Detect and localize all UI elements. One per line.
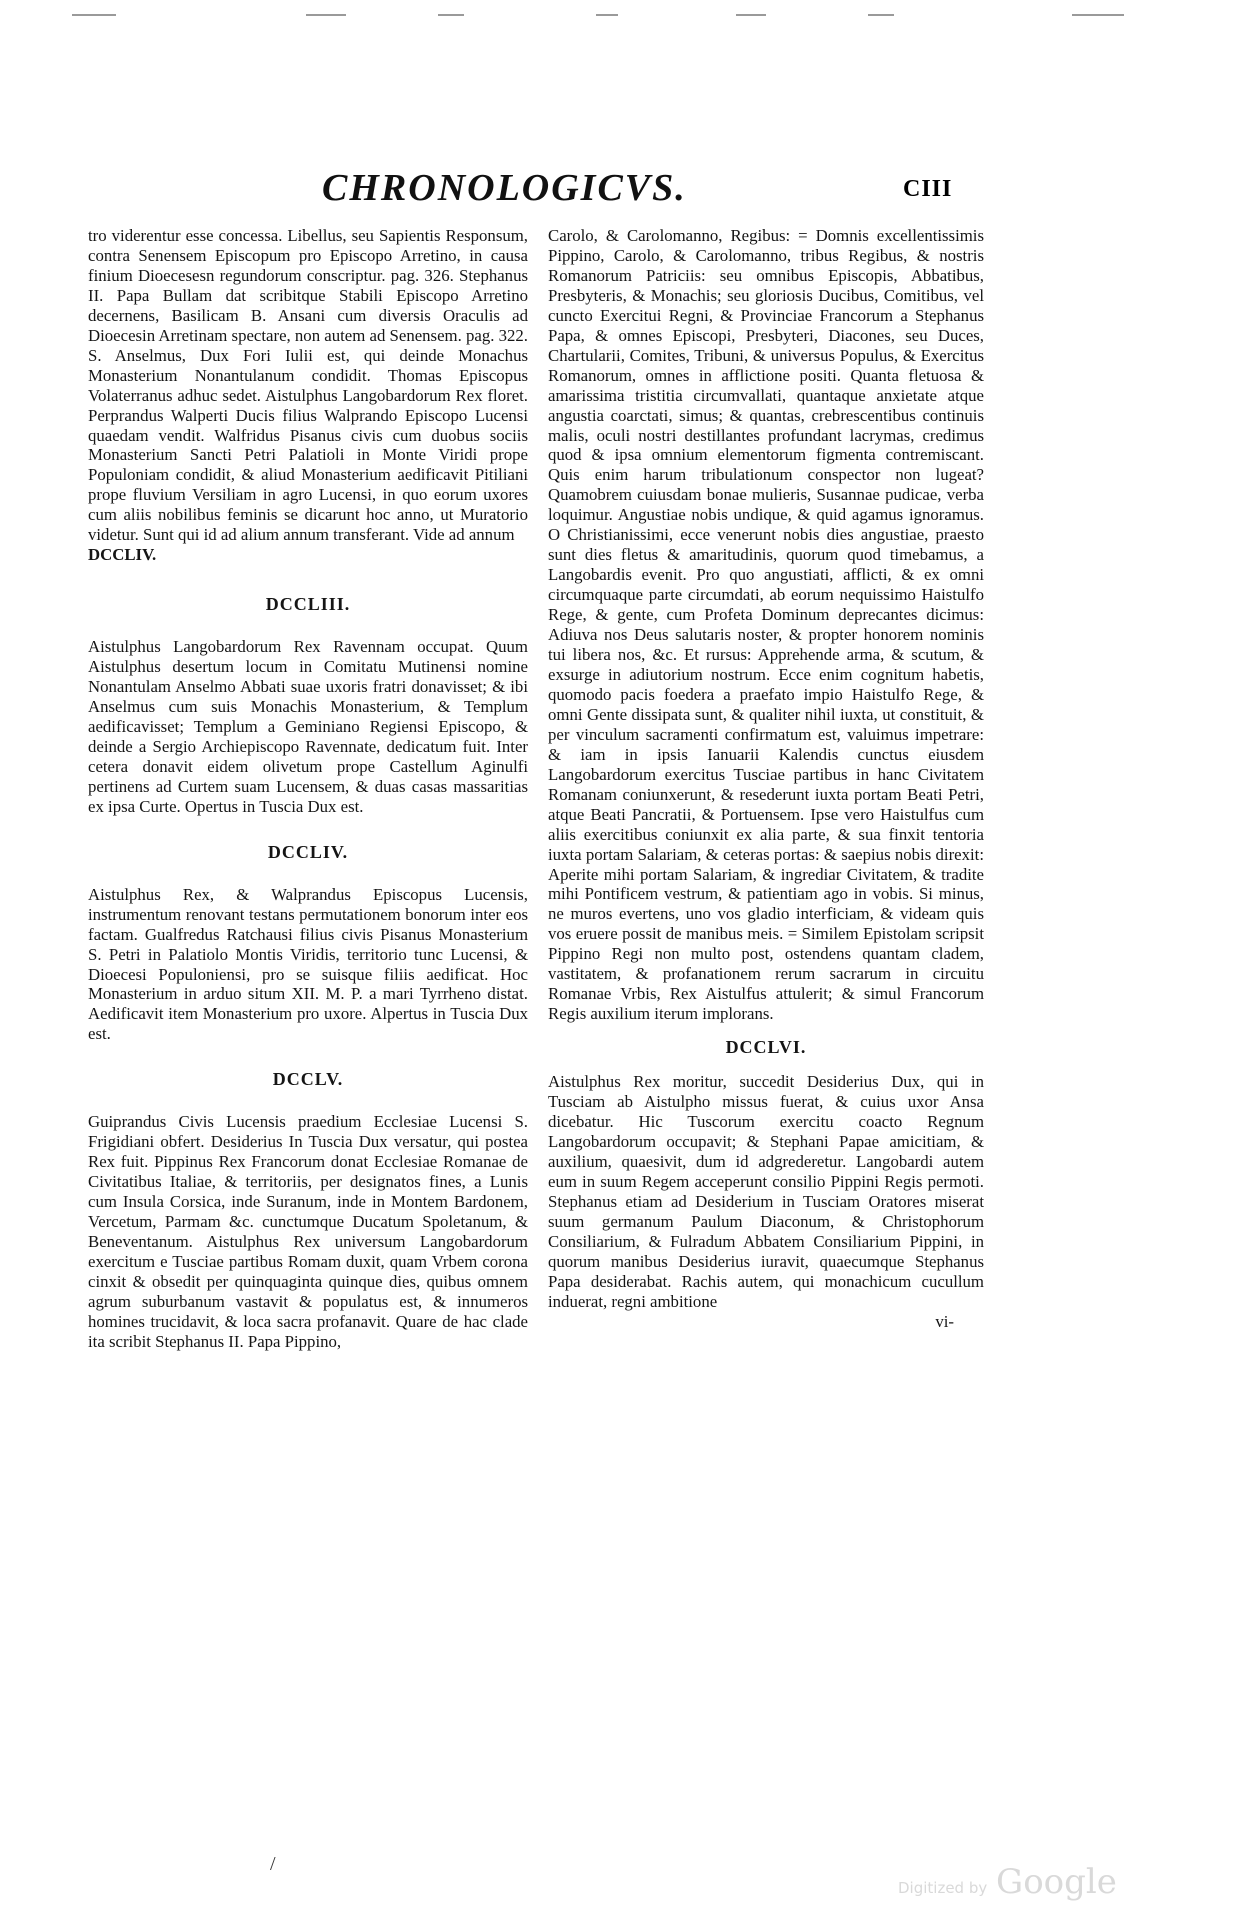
year-heading-755: DCCLV. bbox=[272, 1069, 344, 1090]
year-heading-753: DCCLIII. bbox=[265, 594, 351, 615]
paragraph-753: Aistulphus Langobardorum Rex Ravennam occupat. Quum Aistulphus desertum locum in Comitatu Mutinensi nomine Nonantulam Anselmo Abbati suae uxoris fratri donavisset; & ibi Anselmus cum suis Monachis Monasterium, & Templum aedificavisset; Templum a Geminiano Regiensi Episcopo, & deinde a Sergio Archiepiscopo Ravennate, dedicatum fuit. Inter cetera donavit eidem olivetum prope Castellum Aginulfi pertinens ad Curtem suam Lucensem, & duas casas massaritias ex ipsa Curte. Opertus in Tuscia Dux est. bbox=[88, 637, 528, 816]
catchword: vi- bbox=[935, 1311, 954, 1331]
running-head: CHRONOLOGICVS. bbox=[322, 167, 687, 209]
watermark-brand: Google bbox=[996, 1862, 1117, 1902]
watermark-prefix: Digitized by bbox=[898, 1879, 988, 1897]
stray-pen-mark: / bbox=[270, 1853, 276, 1875]
left-column bbox=[88, 226, 528, 1352]
right-column bbox=[548, 226, 984, 1331]
digitization-watermark bbox=[898, 1862, 1117, 1902]
year-reference: DCCLIV. bbox=[88, 545, 157, 565]
year-heading-754: DCCLIV. bbox=[267, 841, 349, 862]
paragraph-letter: Carolo, & Carolomanno, Regibus: = Domnis excellentissimis Pippino, Carolo, & Carolomanno, tribus Regibus, & nostris Romanorum Patriciis: seu omnibus Episcopis, Abbatibus, Presbyteris, & Monachis; seu gloriosis Ducibus, Comitibus, vel cuncto Exercitui Regni, & Provinciae Francorum a Stephanus Papa, & omnes Episcopi, Presbyteri, Diacones, seu Duces, Chartularii, Comites, Tribuni, & universus Populus, & Exercitus Romanorum, omnes in afflictione positi. Quanta fletuosa & amarissima tristitia circumvallati, quantaque anxietate atque angustia coarctati, simus; & quantas, crebrescentibus continuis malis, oculi nostri destillantes profundant lacrymas, credimus quod & ipsa omnium elementorum figmenta contremiscant. Quis enim harum tribulationum conspector non lugeat? Quamobrem cuiusdam bonae mulieris, Susannae pudicae, verba loquimur. Angustiae nobis undique, & quid agamus ignoramus. O Christianissimi, ecce venerunt nobis dies angustiae, praesto sunt dies fletus & amaritudinis, quorum quod timebamus, a Langobardis evenit. Pro quo angustiati, afflicti, & ex omni circumquaque parte circumdati, ab eorum nequissimo Haistulfo Rege, & gente, cum Profeta Dominum deprecantes dicimus: Adiuva nos Deus salutaris noster, & propter honorem nominis tui libera nos, &c. Et rursus: Apprehende arma, & scutum, & exsurge in adiutorium nostrum. Ecce enim cognitum habetis, quomodo pacis foedera a praefato impio Haistulfo Rege, & omni Gente dissipata sunt, & qualiter nihil iuxta, ut constituit, & per vinculum sacramenti confirmatum est, valuimus impetrare: & iam in ipsis Ianuarii Kalendis cunctus eiusdem Langobardorum exercitus Tusciae partibus in hanc Civitatem Romanam coniunxerunt, & resederunt iuxta portam Beati Petri, atque Beati Pancratii, & Portuensem. Ipse vero Haistulfus cum aliis exercitibus coniunxit ex alia parte, & sua finxit tentoria iuxta portam Salariam, & ceteras portas: & saepius nobis direxit: Aperite mihi portam Salariam, & ingrediar Civitatem, & tradite mihi Pontificem vestrum, & patientiam ago in vobis. Si minus, ne muros evertens, uno vos gladio interficiam, & videam quis vos eruere possit de manibus meis. = Similem Epistolam scripsit Pippino Regi non multo post, ostendens quantam cladem, vastitatem, & profanationem rerum sacrarum in circuitu Romanae Vrbis, Rex Aistulfus attulerit; & simul Francorum Regis auxilium iterum implorans. bbox=[548, 226, 984, 1024]
paragraph-754: Aistulphus Rex, & Walprandus Episcopus Lucensis, instrumentum renovant testans permutationem bonorum inter eos factam. Gualfredus Ratchausi filius civis Pisanus Monasterium S. Petri in Palatiolo Montis Viridis, territorio tunc Lucensi, & Dioecesi Populoniensi, pro se suisque filiis aedificat. Hoc Monasterium in arduo situm XII. M. P. a mari Tyrrheno distat. Aedificavit item Monasterium pro uxore. Alpertus in Tuscia Dux est. bbox=[88, 884, 528, 1044]
paragraph-continued: tro viderentur esse concessa. Libellus, seu Sapientis Responsum, contra Senensem Episcopum pro Episcopo Arretino, in causa finium Dioecesesn regundorum conscriptur. pag. 326. Stephanus II. Papa Bullam dat scribitque Stabili Episcopo Arretino decernens, Basilicam B. Ansani cum diversis Oraculis ad Dioecesin Arretinam spectare, non autem ad Senensem. pag. 322. S. Anselmus, Dux Fori Iulii est, qui deinde Monachus Monasterium Nonantulanum condidit. Thomas Episcopus Volaterranus adhuc sedet. Aistulphus Langobardorum Rex floret. Perprandus Walperti Ducis filius Walprando Episcopo Lucensi quaedam vendit. Walfridus Pisanus civis cum duobus sociis Monasterium Sancti Petri Palatioli in Monte Viridi prope Populoniam condidit, & aliud Monasterium aedificavit Pitiliani prope fluvium Versiliam in agro Lucensi, in quo eorum uxores cum aliis nobilibus feminis se dicarunt hoc anno, ut Muratorio videtur. Sunt qui id ad alium annum transferant. Vide ad annum bbox=[88, 226, 528, 545]
paragraph-755: Guiprandus Civis Lucensis praedium Ecclesiae Lucensi S. Frigidiani obfert. Desiderius In Tuscia Dux versatur, qui postea Rex fuit. Pippinus Rex Francorum donat Ecclesiae Romanae de Civitatibus Italiae, & territoriis, per designatos fines, a Lunis cum Insula Corsica, inde Suranum, inde in Montem Bardonem, Vercetum, Parmam &c. cunctumque Ducatum Spoletanum, & Beneventanum. Aistulphus Rex universum Langobardorum exercitum e Tusciae partibus Romam duxit, quam Vrbem corona cinxit & obsedit per quinquaginta quinque dies, quibus omnem agrum suburbanum vastavit & populatus est, & innumeros homines trucidavit, & loca sacra profanavit. Quare de hac clade ita scribit Stephanus II. Papa Pippino, bbox=[88, 1112, 528, 1351]
paragraph-756: Aistulphus Rex moritur, succedit Desiderius Dux, qui in Tusciam ab Aistulpho missus fuerat, & cuius uxor Ansa dicebatur. Hic Tuscorum exercitu coacto Regnum Langobardorum occupavit; & Stephani Papae amicitiam, & auxilium, quaesivit, dum id adgrederetur. Langobardi autem eum in suum Regem acceperunt consilio Pippini Regis permoti. Stephanus etiam ad Desiderium in Tusciam Oratores miserat suum germanum Paulum Diaconum, & Christophorum Consiliarium, & Fulradum Abbatem Consiliarium Pippini, in quorum manibus Desiderius iuravit, quaecumque Stephanus Papa desiderabat. Rachis autem, qui monachicum cucullum induerat, regni ambitione bbox=[548, 1072, 984, 1311]
page-number: CIII bbox=[903, 176, 953, 202]
year-heading-756: DCCLVI. bbox=[725, 1037, 807, 1058]
scan-edge-marks bbox=[0, 6, 1252, 20]
